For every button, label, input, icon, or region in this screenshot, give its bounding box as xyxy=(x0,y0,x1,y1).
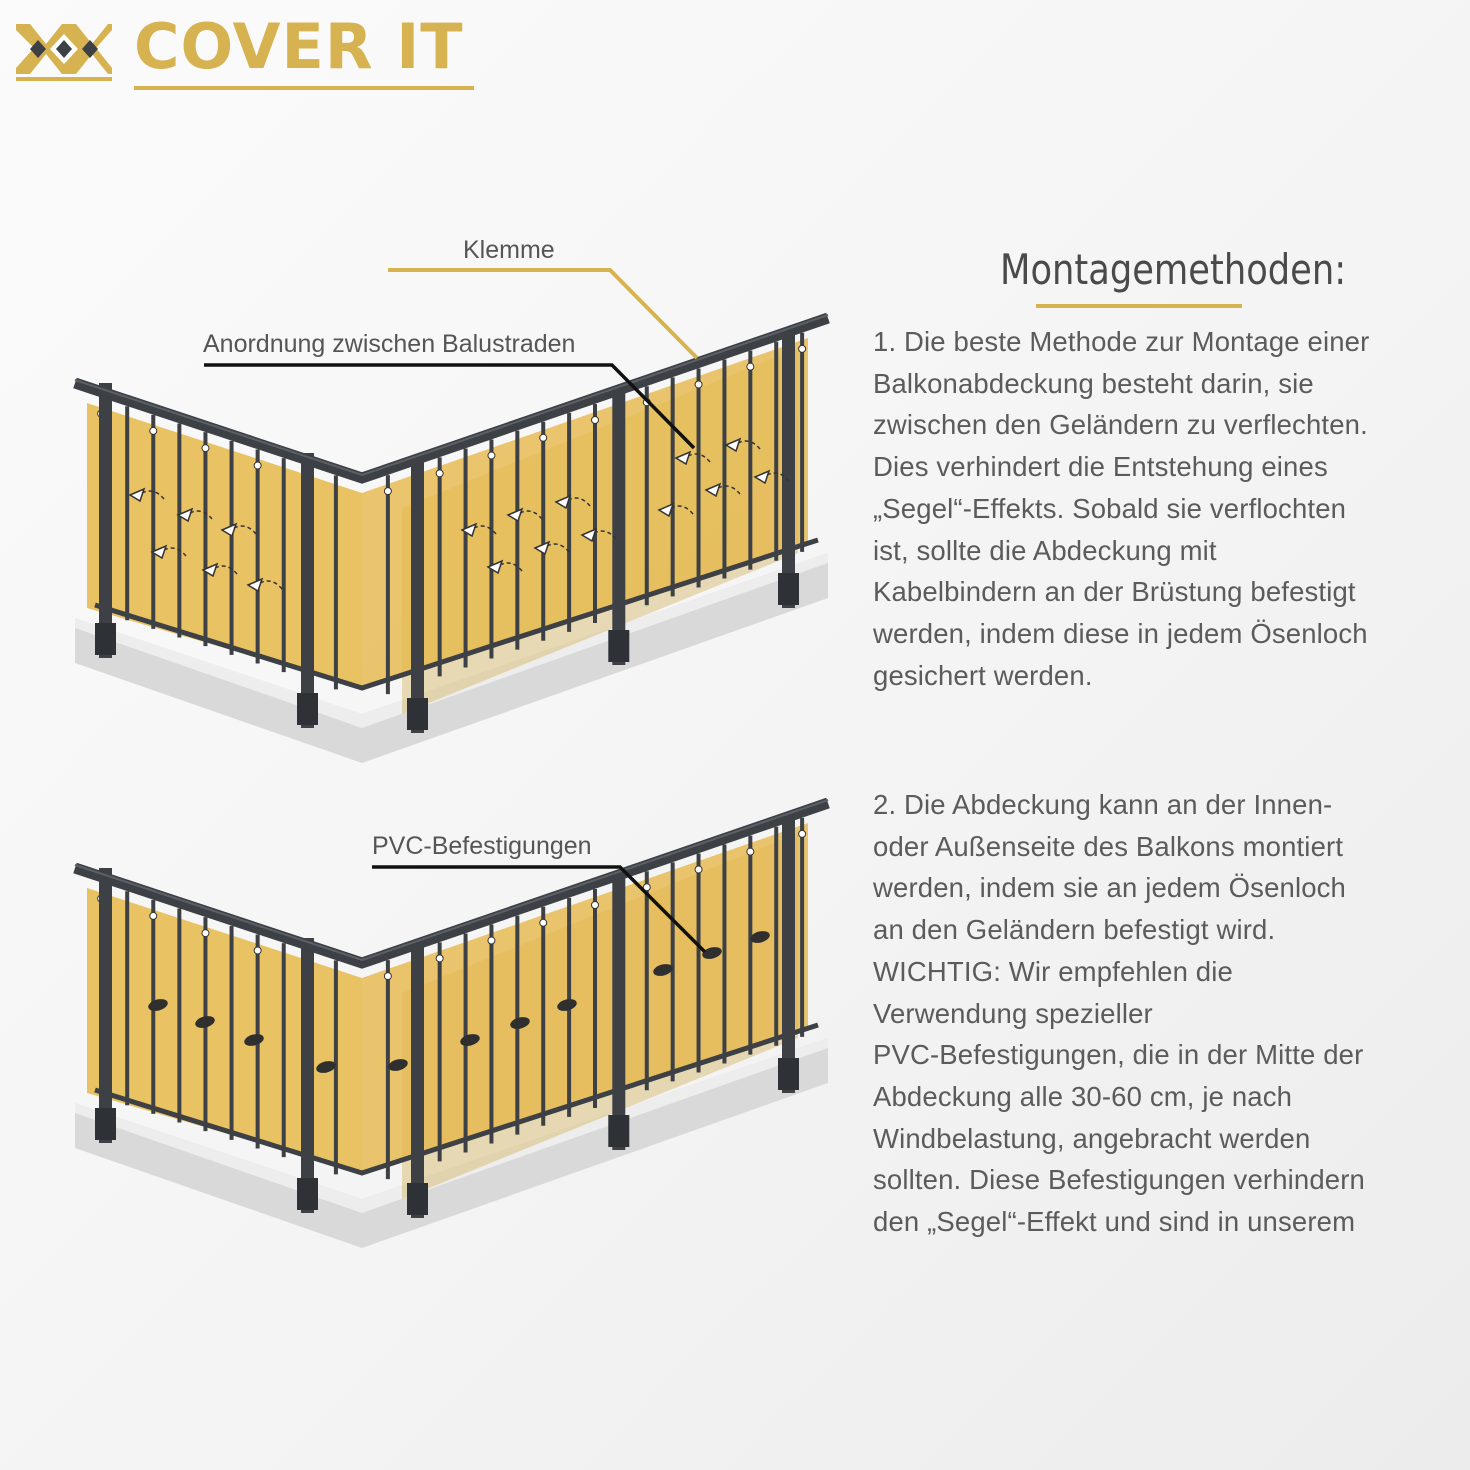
post xyxy=(411,943,424,1218)
paragraph-line: Kabelbindern an der Brüstung befestigt xyxy=(873,576,1356,608)
eyelet xyxy=(592,417,599,424)
eyelet xyxy=(488,452,495,459)
callout-klemme: Klemme xyxy=(463,236,555,264)
paragraph-line: PVC-Befestigungen, die in der Mitte der xyxy=(873,1039,1364,1071)
post-foot xyxy=(608,630,629,662)
eyelet xyxy=(695,381,702,388)
post xyxy=(411,458,424,733)
paragraph-line: 1. Die beste Methode zur Montage einer xyxy=(873,326,1370,357)
section-heading: Montagemethoden: xyxy=(1000,245,1347,294)
paragraph-line: Abdeckung alle 30-60 cm, je nach xyxy=(873,1080,1293,1112)
paragraph-line: „Segel“-Effekts. Sobald sie verflochten xyxy=(873,492,1347,524)
post xyxy=(782,818,795,1093)
post-foot xyxy=(778,1058,799,1090)
post-foot xyxy=(407,1183,428,1215)
paragraph-line: Balkonabdeckung besteht darin, sie xyxy=(873,367,1314,399)
paragraph-line: Dies verhindert die Entstehung eines xyxy=(873,451,1328,483)
eyelet xyxy=(436,955,443,962)
eyelet xyxy=(384,973,391,980)
eyelet xyxy=(254,947,261,954)
heading-underline xyxy=(1036,304,1242,308)
paragraph-line: werden, indem sie an jedem Ösenloch xyxy=(873,872,1347,904)
paragraph-line: 2. Die Abdeckung kann an der Innen- xyxy=(873,789,1333,820)
post xyxy=(99,868,112,1143)
eyelet xyxy=(695,866,702,873)
post-foot xyxy=(608,1115,629,1147)
eyelet xyxy=(254,462,261,469)
eyelet xyxy=(747,848,754,855)
post-foot xyxy=(297,1178,318,1210)
paragraph-line: gesichert werden. xyxy=(873,659,1093,691)
brand-name: COVER IT xyxy=(134,10,464,83)
paragraph-line: werden, indem diese in jedem Ösenloch xyxy=(873,617,1368,649)
paragraph-line: Verwendung spezieller xyxy=(873,997,1153,1029)
eyelet xyxy=(540,919,547,926)
callout-anordnung: Anordnung zwischen Balustraden xyxy=(203,330,576,358)
post xyxy=(99,383,112,658)
paragraph-line: WICHTIG: Wir empfehlen die xyxy=(873,955,1233,987)
post-foot xyxy=(297,693,318,725)
paragraph-line: an den Geländern befestigt wird. xyxy=(873,914,1276,946)
paragraph-method-1 xyxy=(873,321,1433,696)
post xyxy=(782,333,795,608)
eyelet xyxy=(150,912,157,919)
eyelet xyxy=(202,930,209,937)
paragraph-line: sollten. Diese Befestigungen verhindern xyxy=(873,1164,1365,1196)
eyelet xyxy=(799,345,806,352)
eyelet xyxy=(540,434,547,441)
eyelet xyxy=(384,488,391,495)
balcony-diagram-interwoven xyxy=(75,315,828,763)
eyelet xyxy=(592,902,599,909)
post-foot xyxy=(95,1108,116,1140)
paragraph-line: Windbelastung, angebracht werden xyxy=(873,1122,1311,1154)
paragraph-line: den „Segel“-Effekt und sind in unserem xyxy=(873,1206,1356,1238)
post xyxy=(612,875,625,1150)
post-foot xyxy=(95,623,116,655)
post xyxy=(612,390,625,665)
paragraph-method-2 xyxy=(873,784,1433,1243)
post-foot xyxy=(778,573,799,605)
paragraph-line: oder Außenseite des Balkons montiert xyxy=(873,830,1344,862)
callout-pvc: PVC-Befestigungen xyxy=(372,832,592,860)
paragraph-line: ist, sollte die Abdeckung mit xyxy=(873,534,1217,566)
eyelet xyxy=(436,470,443,477)
post xyxy=(301,453,314,728)
eyelet xyxy=(799,830,806,837)
post xyxy=(301,938,314,1213)
eyelet xyxy=(202,445,209,452)
eyelet xyxy=(150,427,157,434)
paragraph-line: zwischen den Geländern zu verflechten. xyxy=(873,409,1368,441)
post-foot xyxy=(407,698,428,730)
eyelet xyxy=(747,363,754,370)
eyelet xyxy=(488,937,495,944)
